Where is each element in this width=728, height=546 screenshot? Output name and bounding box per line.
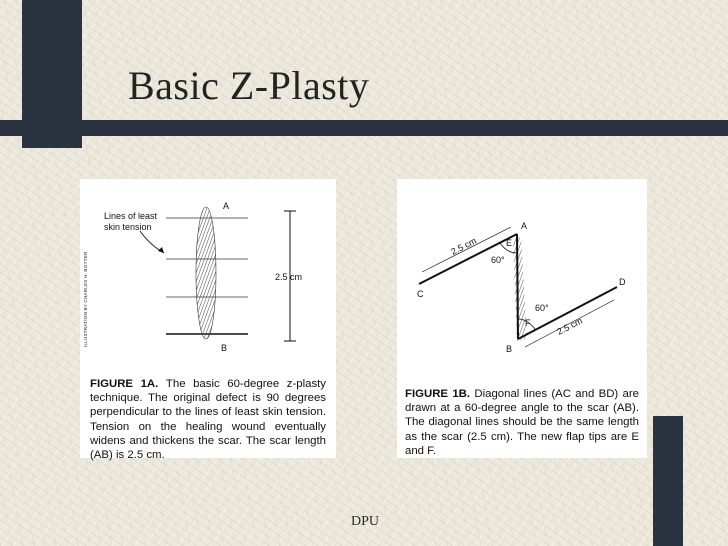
- figure-1a: [80, 179, 336, 462]
- annotation-line-1: Lines of least: [104, 211, 158, 221]
- figure-1a-diagram: [80, 179, 336, 369]
- point-b-label: B: [506, 344, 513, 354]
- angle-bottom-label: 60°: [535, 303, 549, 313]
- angle-top-label: 60°: [491, 255, 505, 265]
- point-c-label: C: [417, 289, 424, 299]
- line-ab: [517, 234, 518, 339]
- right-slab: [653, 416, 683, 546]
- figure-1b-caption-label: FIGURE 1B.: [405, 388, 475, 400]
- illustration-credit: ILLUSTRATION BY CHARLES H. BOYTER: [83, 251, 88, 347]
- length-top-label: 2.5 cm: [449, 235, 478, 257]
- title-divider-bar: [0, 120, 728, 136]
- point-a-label: A: [521, 221, 528, 231]
- point-b-label: B: [221, 343, 228, 353]
- scar-ellipse: [196, 207, 216, 339]
- point-d-label: D: [619, 277, 626, 287]
- figure-1a-caption: [90, 377, 326, 462]
- figure-1a-caption-text: The basic 60-degree z-plasty technique. The original defect is 90 degrees perpendicular to the lines of least skin tension. Tension on the healing wound eventually widens and thickens the scar. The scar length (AB) is 2.5 cm.: [90, 378, 327, 462]
- length-bottom-label: 2.5 cm: [555, 315, 584, 337]
- annotation-line-2: skin tension: [104, 222, 152, 232]
- point-e-label: E: [506, 238, 513, 248]
- slide-footer: DPU: [351, 514, 380, 529]
- measure-label: 2.5 cm: [275, 272, 303, 282]
- figure-1a-caption-label: FIGURE 1A.: [90, 378, 166, 390]
- point-a-label: A: [223, 201, 230, 211]
- figure-1b: [397, 179, 647, 458]
- point-f-label: F: [525, 318, 531, 328]
- figure-1b-diagram: [397, 179, 647, 379]
- figure-1b-caption: [405, 387, 639, 458]
- slide-title: Basic Z-Plasty: [128, 63, 370, 108]
- figure-1b-caption-text: Diagonal lines (AC and BD) are drawn at a 60-degree angle to the scar (AB). The diagonal lines should be the same length as the scar (2.5 cm). The new flap tips are E and F.: [405, 388, 639, 457]
